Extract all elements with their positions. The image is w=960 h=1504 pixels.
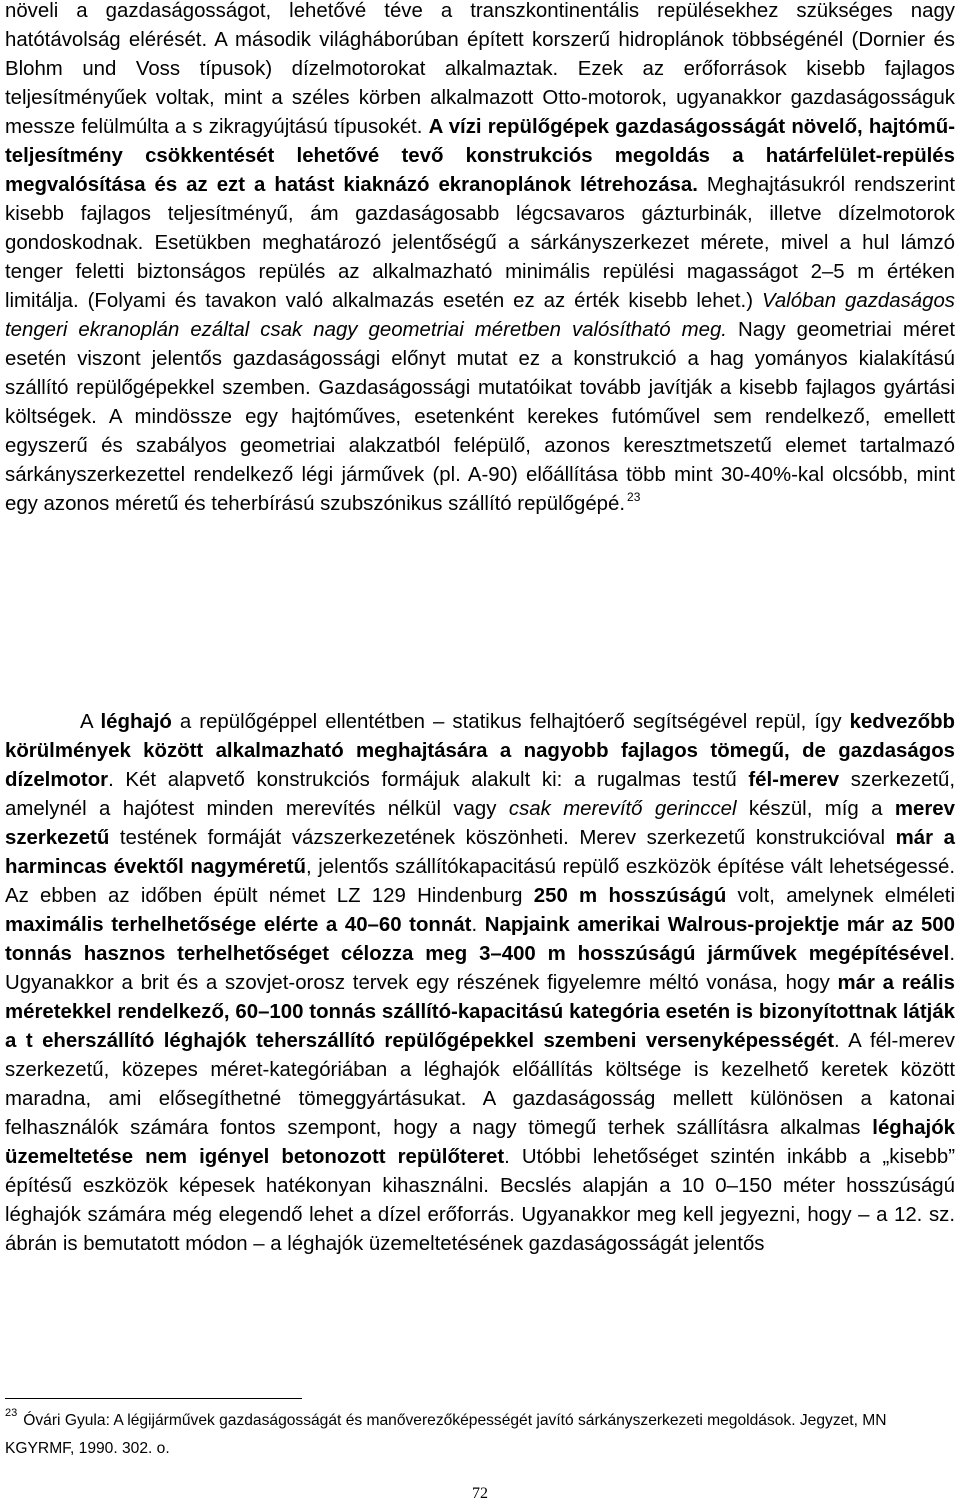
bold-text-run: maximális terhelhetősége elérte a 40–60 tonnát <box>5 914 472 936</box>
text-run: . Utóbbi lehetőséget szintén inkább a „kisebb” építésű eszközök képesek hatékonyan kihasználni. Becslés alapján a 10 0–150 méter hosszúságú léghajók számára még elegendő lehet a dízel erőforrás. Ugyanakkor meg kell jegyezni, hogy – a 12. sz. ábrán is bemutatott módon – a léghajók üzemeltetésének gazdaságosságát jelentős <box>5 1146 955 1255</box>
text-run: , jelentős szállítókapacitású repülő eszközök építése vált lehetségessé. Az ebben az időben épült német LZ 129 Hindenburg <box>5 856 955 907</box>
bold-text-run: merev szerkezetű <box>5 798 955 849</box>
text-run: növeli a gazdaságosságot, lehetővé téve a transzkontinentális repülésekhez szükséges nagy hatótávolság elérését. A második világháborúban épített korszerű hidroplánok többségénél (Dornier és Blohm und Voss típusok) dízelmotorokat alkalmaztak. Ezek az erőforrások kisebb fajlagos teljesítményűek voltak, mint a széles körben alkalmazott Otto-motorok, ugyanakkor gazdaságosságuk messze felülmúlta a s zikragyújtású típusokét. <box>5 0 955 138</box>
bold-text-run: Napjaink amerikai Walrous-projektje már az 500 tonnás hasznos terhelhetőséget célozza meg 3–400 m hosszúságú járművek megépítésével <box>5 914 955 965</box>
bold-text-run: fél-merev <box>748 769 840 791</box>
text-run: . Ugyanakkor a brit és a szovjet-orosz tervek egy részének figyelemre méltó vonása, hogy <box>5 943 955 994</box>
footnote-text: Óvári Gyula: A légijárművek gazdaságosságát és manőverezőképességét javító sárkányszerkezeti megoldások. Jegyzet, MN KGYRMF, 1990. 302. o. <box>5 1412 887 1457</box>
footnote-reference[interactable]: 23 <box>627 490 641 504</box>
page-number: 72 <box>472 1485 488 1502</box>
text-run: . <box>471 914 485 936</box>
italic-text-run: Valóban gazdaságos tengeri ekranoplán ezáltal csak nagy geometriai méretben valósítható meg. <box>5 290 955 341</box>
text-run: . A fél-merev szerkezetű, közepes méret-kategóriában a léghajók előállítás költsége is kezelhető keretek között maradna, ami elősegíthetné tömeggyártásukat. A gazdaságosság mellett különösen a katonai felhasználók számára fontos szempont, hogy a nagy tömegű terhek szállításra alkalmas <box>5 1030 955 1139</box>
text-run: Nagy geometriai méret esetén viszont jelentős gazdaságossági előnyt mutat ez a konstrukció a hag yományos kialakítású szállító repülőgépekkel szemben. Gazdaságossági mutatóikat tovább javítják a kisebb fajlagos gyártási költségek. A mindössze egy hajtóműves, esetenként kerekes futóművel sem rendelkező, emellett egyszerű és szabályos geometriai alakzatból felépülő, azonos keresztmetszetű elemet tartalmazó sárkányszerkezettel rendelkező légi járművek (pl. A-90) előállítása több mint 30-40%-kal olcsóbb, mint egy azonos méretű és teherbírású szubszónikus szállító repülőgépé. <box>5 319 955 515</box>
footnote-separator <box>5 1398 302 1399</box>
bold-text-run: már a reális méretekkel rendelkező, 60–100 tonnás szállító-kapacitású kategória esetén is bizonyítottnak látják a t eherszállító léghajók teherszállító repülőgépekkel szembeni versenyképességét <box>5 972 955 1052</box>
text-run: volt, amelynek elméleti <box>726 885 955 907</box>
text-run: szerkezetű, amelynél a hajótest minden merevítés nélkül vagy <box>5 769 955 820</box>
footnote <box>5 1407 950 1463</box>
bold-text-run: léghajók üzemeltetése nem igényel betonozott repülőteret <box>5 1117 955 1168</box>
bold-text-run: kedvezőbb körülmények között alkalmazható meghajtására a nagyobb fajlagos tömegű, de gazdaságos dízelmotor <box>5 711 955 791</box>
text-run: a repülőgéppel ellentétben – statikus felhajtóerő segítségével repül, így <box>171 711 850 733</box>
text-run: testének formáját vázszerkezetének köszönheti. Merev szerkezetű konstrukcióval <box>109 827 896 849</box>
text-run: Meghajtásukról rendszerint kisebb fajlagos teljesítményű, ám gazdaságosabb légcsavaros gázturbinák, illetve dízelmotorok gondoskodnak. Esetükben meghatározó jelentőségű a sárkányszerkezet mérete, mivel a hul lámzó tenger feletti biztonságos repülés az alkalmazható minimális repülési magasságot 2–5 m értéken limitálja. (Folyami és tavakon való alkalmazás esetén ez az érték kisebb lehet.) <box>5 174 955 312</box>
bold-text-run: léghajó <box>100 711 172 733</box>
text-run: A <box>80 711 101 733</box>
text-run: készül, míg a <box>736 798 895 820</box>
body-paragraph-2 <box>5 708 955 1259</box>
text-run: . Két alapvető konstrukciós formájuk alakult ki: a rugalmas testű <box>108 769 749 791</box>
body-paragraph-1 <box>5 0 955 519</box>
italic-text-run: csak merevítő gerinccel <box>508 798 737 820</box>
footnote-number: 23 <box>5 1407 18 1419</box>
bold-text-run: 250 m hosszúságú <box>533 885 727 907</box>
bold-text-run: már a harmincas évektől nagyméretű <box>5 827 955 878</box>
bold-text-run: A vízi repülőgépek gazdaságosságát növelő, hajtómű-teljesítmény csökkentését lehetővé tevő konstrukciós megoldás a határfelület-repülés megvalósítása és az ezt a hatást kiaknázó ekranoplánok létrehozása. <box>5 116 955 196</box>
